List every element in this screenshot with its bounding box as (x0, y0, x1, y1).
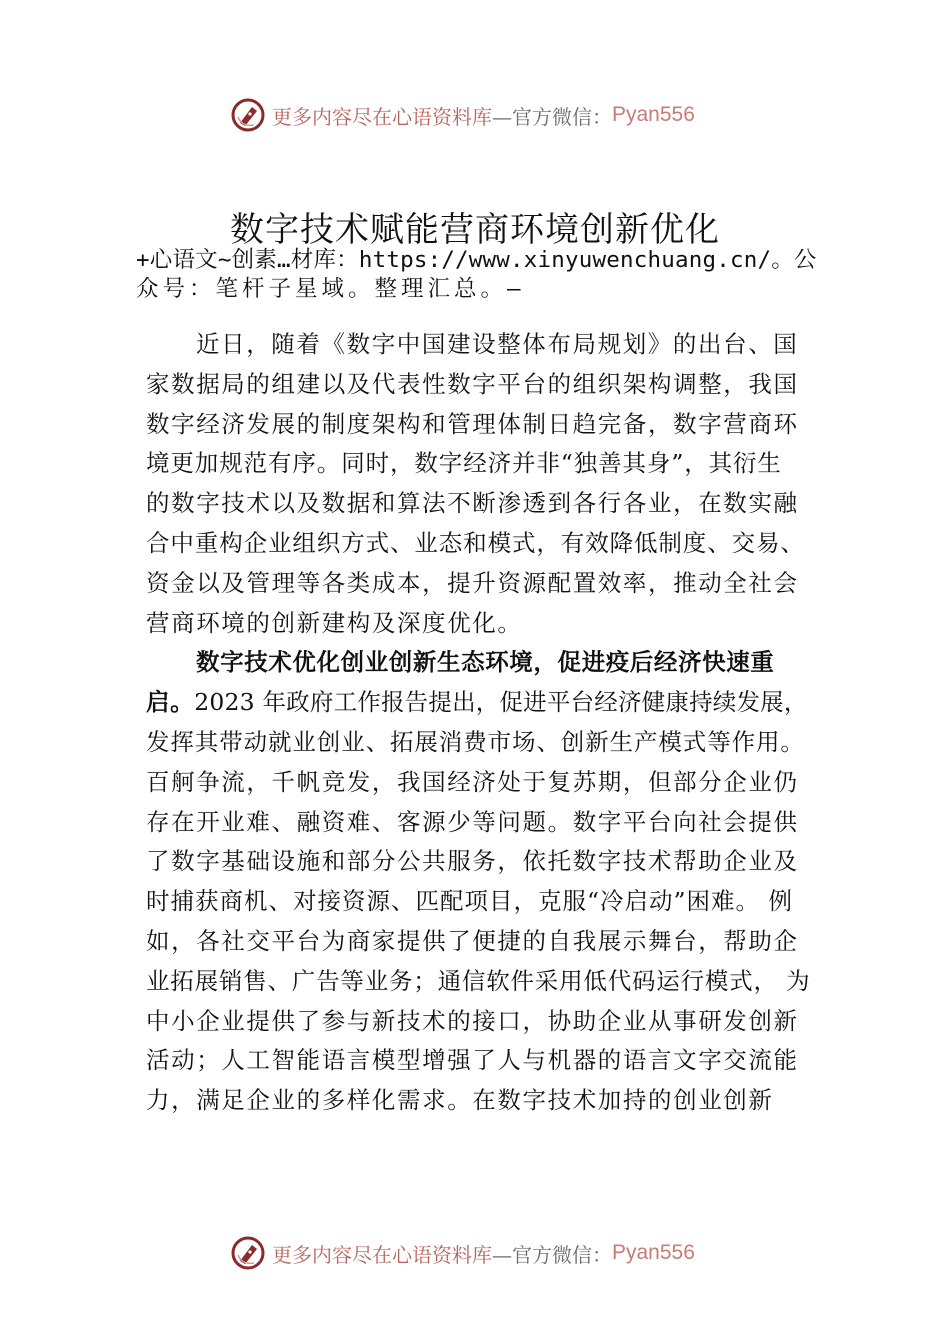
body-line (146, 683, 808, 723)
watermark-wechat-id: Pyan556 (612, 1241, 695, 1264)
body-line: 中小企业提供了参与新技术的接口，协助企业从事研发创新 (146, 1006, 799, 1035)
watermark-banner-top (230, 95, 730, 135)
document-body (146, 325, 811, 1121)
body-line: 时捕获商机、对接资源、匹配项目，克服“冷启动”困难。 例 (146, 887, 793, 916)
paragraph-2 (146, 643, 811, 1121)
watermark-red-text: 更多内容尽在心语资料库 (272, 104, 492, 129)
body-line: 百舸争流，千帆竞发，我国经济处于复苏期，但部分企业仍 (146, 767, 799, 796)
source-line: 众号：笔杆子星域。整理汇总。— (136, 276, 525, 302)
body-line: 近日，随着《数字中国建设整体布局规划》的出台、国 (196, 330, 799, 358)
source-line: +心语文~创素…材库：https://www.xinyuwenchuang.cn/。公 (136, 247, 817, 273)
body-line: 存在开业难、融资难、客源少等问题。数字平台向社会提供 (146, 807, 799, 836)
body-line: 数字经济发展的制度架构和管理体制日趋完备，数字营商环 (146, 409, 799, 438)
watermark-gray-text: —官方微信： (492, 1242, 612, 1267)
watermark-banner-bottom (230, 1233, 730, 1273)
body-line: 了数字基础设施和部分公共服务，依托数字技术帮助企业及 (146, 847, 799, 876)
watermark-gray-text: —官方微信： (492, 104, 612, 129)
pen-nib-logo-icon (230, 1235, 266, 1271)
body-line: 营商环境的创新建构及深度优化。 (146, 608, 523, 637)
body-line: 如，各社交平台为商家提供了便捷的自我展示舞台，帮助企 (146, 926, 799, 955)
body-line: 力，满足企业的多样化需求。在数字技术加持的创业创新 (146, 1086, 774, 1115)
body-line: 合中重构企业组织方式、业态和模式，有效降低制度、交易、 (146, 528, 805, 557)
body-line: 家数据局的组建以及代表性数字平台的组织架构调整，我国 (146, 369, 799, 398)
body-line: 的数字技术以及数据和算法不断渗透到各行各业，在数实融 (146, 489, 799, 518)
watermark-red-text: 更多内容尽在心语资料库 (272, 1242, 492, 1267)
document-title: 数字技术赋能营商环境创新优化 (230, 210, 720, 250)
source-note (136, 246, 826, 304)
watermark-wechat-id: Pyan556 (612, 103, 695, 126)
pen-nib-logo-icon (230, 97, 266, 133)
body-line: 境更加规范有序。同时，数字经济并非“独善其身”，其衍生 (146, 449, 782, 478)
paragraph-1 (146, 325, 808, 643)
body-line: 资金以及管理等各类成本，提升资源配置效率，推动全社会 (146, 568, 799, 597)
body-line: 活动；人工智能语言模型增强了人与机器的语言文字交流能 (146, 1046, 799, 1075)
body-line: 发挥其带动就业创业、拓展消费市场、创新生产模式等作用。 (146, 727, 805, 756)
body-line: 业拓展销售、广告等业务；通信软件采用低代码运行模式， 为 (146, 966, 811, 995)
paragraph-heading: 数字技术优化创业创新生态环境，促进疫后经济快速重 (196, 648, 775, 677)
body-line-rest: 2023 年政府工作报告提出，促进平台经济健康持续发展， (194, 688, 808, 717)
paragraph-heading-end: 启。 (146, 688, 195, 717)
